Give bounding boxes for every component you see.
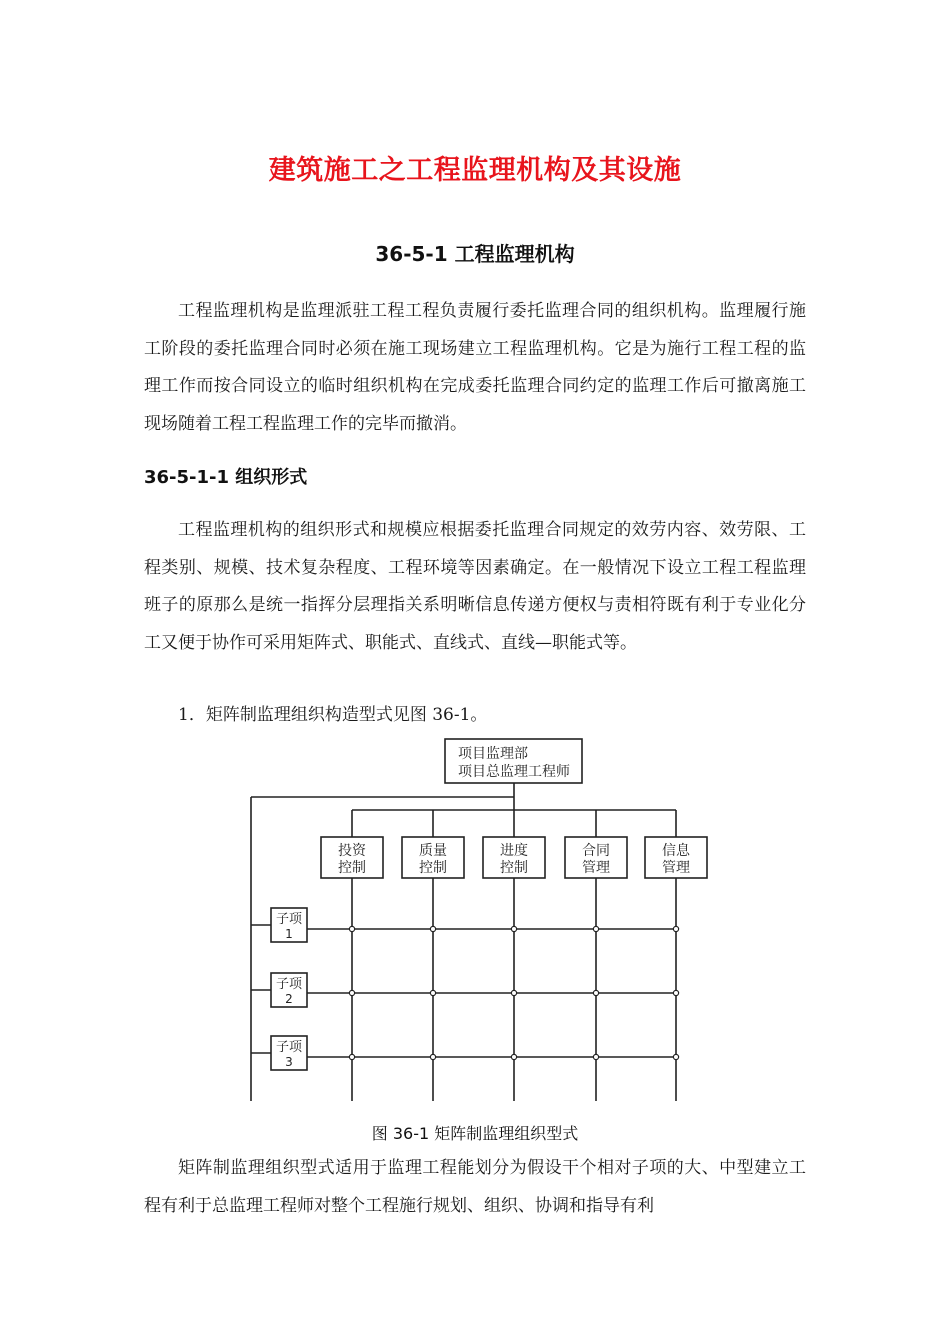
subproject-label: 子项 [275, 912, 303, 927]
paragraph: 工程监理机构的组织形式和规模应根据委托监理合同规定的效劳内容、效劳限、工程类别、规模、技术复杂程度、工程环境等因素确定。在一般情况下设立工程工程监理班子的原那么是统一指挥分层理指关系明晰信息传递方便权与责相符既有利于专业化分工又便于协作可采用矩阵式、职能式、直线式、直线—职能式等。 [144, 520, 806, 653]
dept-label: 投资 [338, 843, 366, 859]
list-item: 1．矩阵制监理组织构造型式见图 36-1。 [178, 705, 488, 725]
subproject-label: 子项 [275, 1040, 303, 1055]
section-heading: 36-5-1 工程监理机构 [375, 242, 575, 266]
subproject-number: 3 [285, 1055, 293, 1069]
subproject-label: 子项 [275, 977, 303, 992]
dept-label: 合同 [582, 843, 610, 859]
subsection-heading: 36-5-1-1 组织形式 [144, 467, 308, 488]
subproject-number: 1 [285, 927, 293, 941]
paragraph: 矩阵制监理组织型式适用于监理工程能划分为假设干个相对子项的大、中型建立工程有利于总监理工程师对整个工程施行规划、组织、协调和指导有利 [144, 1158, 806, 1216]
dept-label: 管理 [582, 860, 610, 876]
figure-caption: 图 36-1 矩阵制监理组织型式 [371, 1124, 579, 1143]
dept-label: 控制 [338, 860, 366, 876]
dept-label: 控制 [500, 860, 528, 876]
top-box-line2: 项目总监理工程师 [458, 764, 570, 780]
dept-label: 控制 [419, 860, 447, 876]
paragraph: 工程监理机构是监理派驻工程工程负责履行委托监理合同的组织机构。监理履行施工阶段的委托监理合同时必须在施工现场建立工程监理机构。它是为施行工程工程的监理工作而按合同设立的临时组织机构在完成委托监理合同约定的监理工作后可撤离施工现场随着工程工程监理工作的完毕而撤消。 [144, 301, 806, 434]
document-title: 建筑施工之工程监理机构及其设施 [268, 155, 682, 186]
top-box-line1: 项目监理部 [458, 746, 528, 762]
dept-label: 进度 [500, 843, 528, 859]
dept-label: 质量 [419, 843, 447, 859]
subproject-number: 2 [285, 992, 293, 1006]
matrix-organization-diagram [240, 733, 720, 1108]
dept-label: 管理 [662, 860, 690, 876]
dept-label: 信息 [662, 843, 690, 859]
